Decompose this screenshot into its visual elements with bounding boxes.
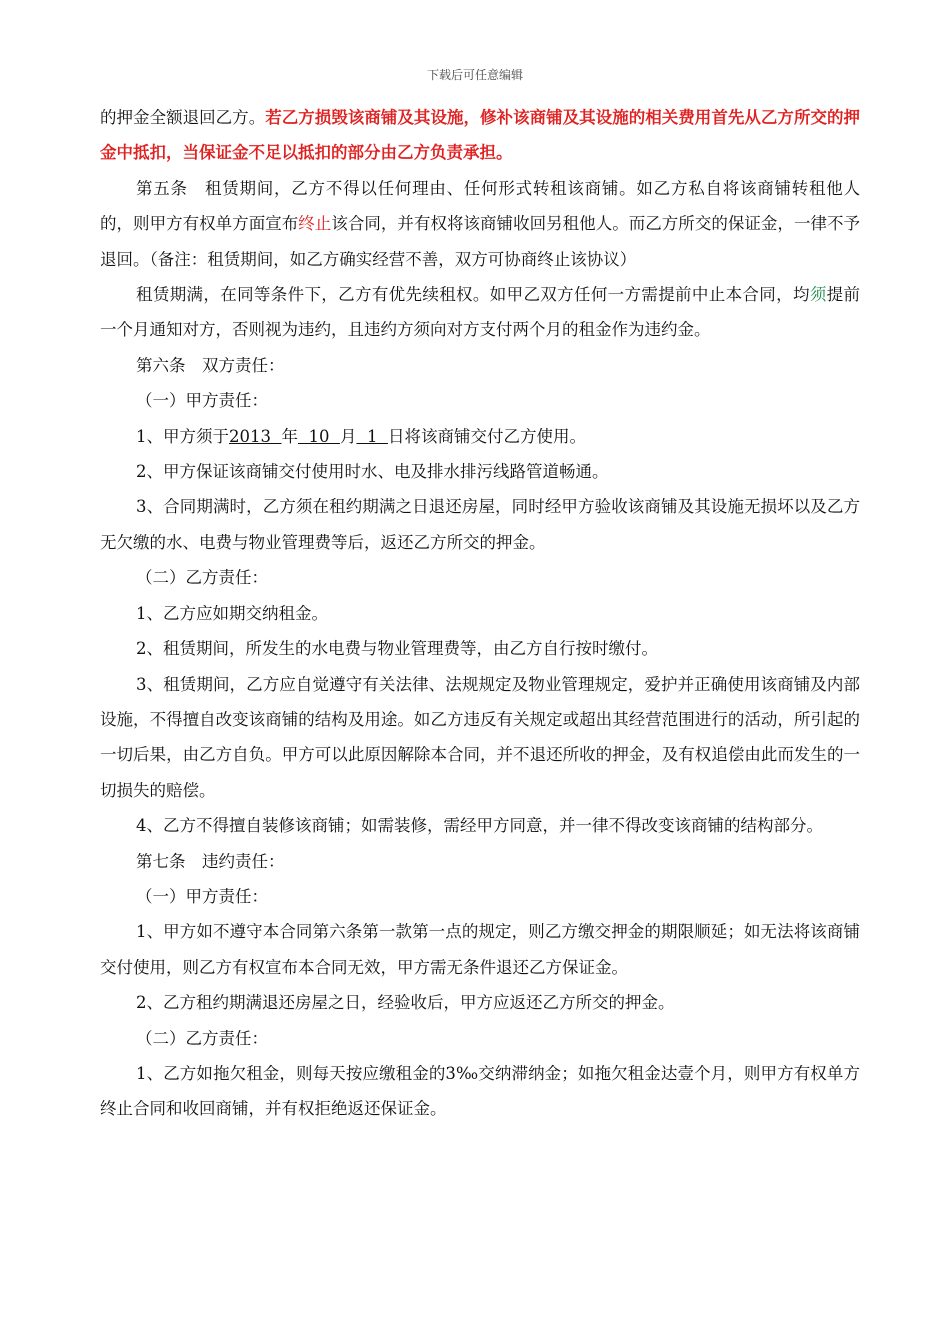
text-run: 月: [339, 426, 357, 446]
blank-month: 10: [297, 426, 340, 446]
section-party-a-liability-heading: （一）甲方责任：: [136, 886, 268, 906]
highlight-green: 须: [809, 285, 827, 305]
clause-pay-fees: 2、租赁期间，所发生的水电费与物业管理费等，由乙方自行按时缴付。: [136, 639, 658, 659]
clause-deposit-refund: 2、乙方租约期满退还房屋之日，经验收后，甲方应返还乙方所交的押金。: [136, 993, 675, 1013]
article-7-heading: 第七条 违约责任：: [136, 851, 285, 871]
text-run: 日将该商铺交付乙方使用。: [387, 426, 586, 446]
text-run: 年: [281, 426, 298, 446]
clause-renovation: 4、乙方不得擅自装修该商铺；如需装修，需经甲方同意，并一律不得改变该商铺的结构部分。: [136, 816, 823, 836]
paragraph-deposit-return: [100, 100, 860, 171]
clause-utilities: 2、甲方保证该商铺交付使用时水、电及排水排污线路管道畅通。: [136, 462, 609, 482]
document-body: [100, 100, 860, 1127]
paragraph-renewal: [100, 277, 860, 348]
text-run: 1、甲方须于: [136, 426, 229, 446]
section-party-b-heading: （二）乙方责任：: [136, 568, 268, 588]
clause-pay-rent: 1、乙方应如期交纳租金。: [136, 603, 328, 623]
blank-day: 1: [356, 426, 388, 446]
article-6-heading: 第六条 双方责任：: [136, 355, 285, 375]
paragraph-article-5: [100, 171, 860, 277]
highlight-red: 若乙方损毁该商铺及其设施，修补该商铺及其设施的相关费用首先从乙方所交的押金中抵扣，当保证金不足以抵扣的部分由乙方负责承担。: [100, 108, 861, 163]
clause-late-payment: 1、乙方如拖欠租金，则每天按应缴租金的3‰交纳滞纳金；如拖欠租金达壹个月，则甲方有权单方终止合同和收回商铺，并有权拒绝返还保证金。: [100, 1063, 860, 1119]
text-run: 提前一个月通知对方，否则视为违约，且违约方须向对方支付两个月的租金作为违约金。: [100, 285, 861, 340]
clause-return-deposit: 3、合同期满时，乙方须在租约期满之日退还房屋，同时经甲方验收该商铺及其设施无损坏以及乙方无欠缴的水、电费与物业管理费等后，返还乙方所交的押金。: [100, 497, 860, 552]
section-party-b-liability-heading: （二）乙方责任：: [136, 1028, 268, 1048]
text-run: 租赁期满，在同等条件下，乙方有优先续租权。如甲乙双方任何一方需提前中止本合同，均: [136, 285, 810, 305]
text-run: 的押金全额退回乙方。: [100, 108, 266, 127]
text-run: 第五条 租赁期间，乙方不得以任何理由、任何形式转租该商铺。如乙方私自将该商铺转租他人的，则甲方有权单方面宣布: [100, 178, 860, 234]
section-party-a-heading: （一）甲方责任：: [136, 391, 268, 411]
clause-party-a-breach: 1、甲方如不遵守本合同第六条第一款第一点的规定，则乙方缴交押金的期限顺延；如无法将该商铺交付使用，则乙方有权宣布本合同无效，甲方需无条件退还乙方保证金。: [100, 922, 860, 977]
clause-compliance: 3、租赁期间，乙方应自觉遵守有关法律、法规规定及物业管理规定，爱护并正确使用该商铺及内部设施，不得擅自改变该商铺的结构及用途。如乙方违反有关规定或超出其经营范围进行的活动，所引起的一切后果，由乙方自负。甲方可以此原因解除本合同，并不退还所收的押金，及有权追偿由此而发生的一切损失的赔偿。: [100, 674, 860, 800]
highlight-red: 终止: [298, 214, 332, 234]
page-header: 下载后可任意编辑: [426, 68, 523, 82]
clause-delivery-date: [100, 419, 860, 454]
blank-year: 2013: [229, 426, 282, 446]
text-run: 该合同，并有权将该商铺收回另租他人。而乙方所交的保证金，一律不予退回。（备注：租赁期间，如乙方确实经营不善，双方可协商终止该协议）: [100, 214, 861, 269]
